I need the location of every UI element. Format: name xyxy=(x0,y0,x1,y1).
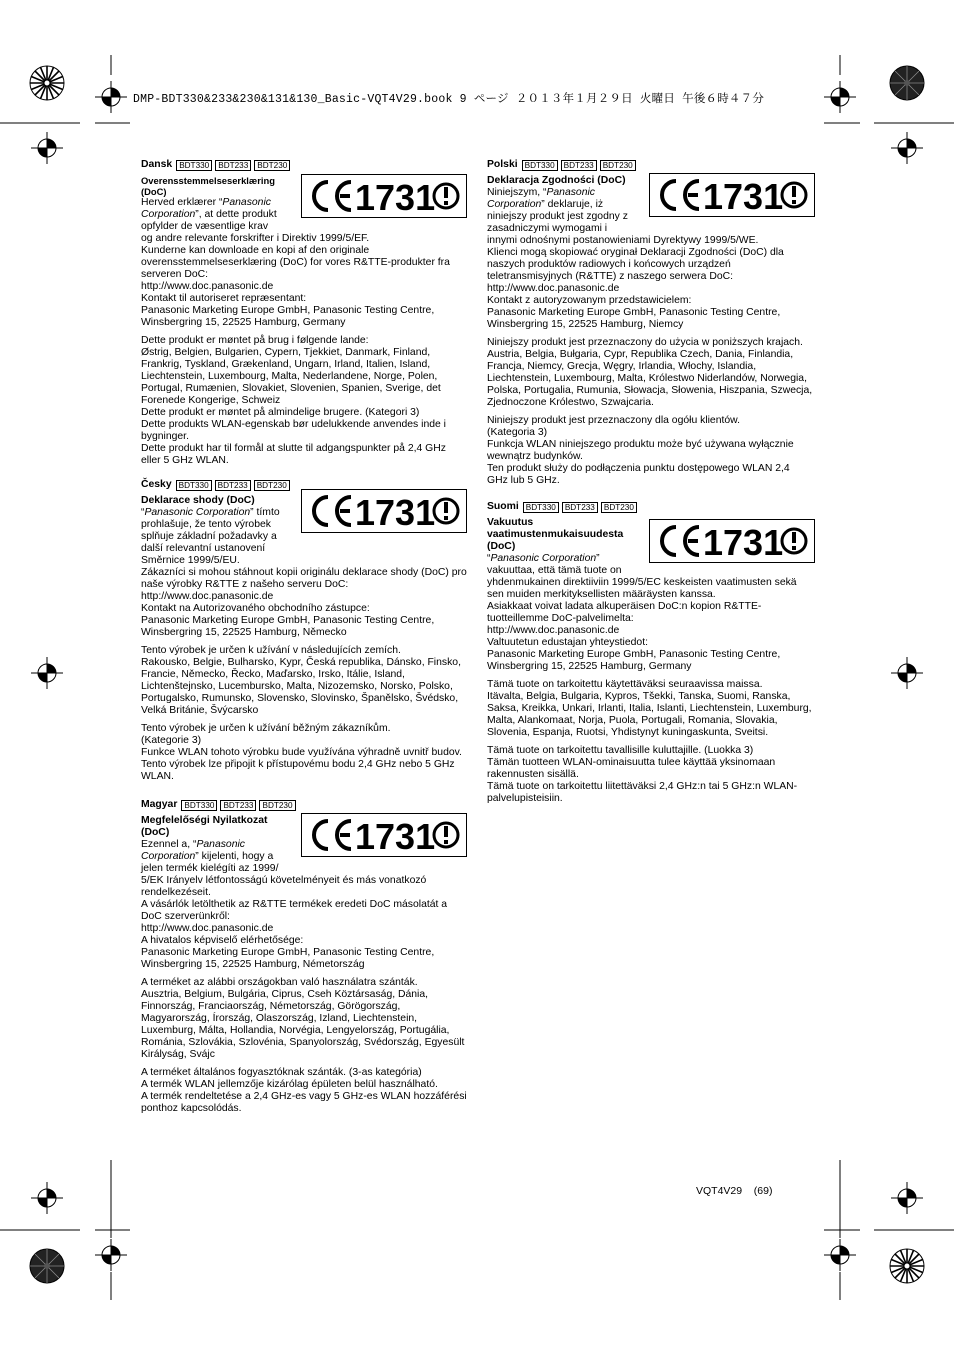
section-dansk xyxy=(141,159,467,467)
usage-text: A terméket általános fogyasztóknak szánták. (3-as kategória) A termék WLAN jellemzője kizárólag épületen belül használható. A termék rendeltetése a 2,4 GHz-es vagy 5 GHz-es WLAN hozzáférési ponthoz kapcsolódás. xyxy=(141,1067,467,1114)
doc-text: og andre relevante forskrifter i Direktiv 1999/5/EF. Kunderne kan downloade en kopi af den originale overensstemmelseserklæring (DoC) for vores R&TTE-produkter fra serveren DoC: http://www.doc.panasonic.de Kontakt til autoriseret repræsentant: Panasonic Marketing Europe GmbH, Panasonic Testing Centre, Winsbergring 15, 22525 Hamburg, Germany xyxy=(141,233,450,328)
doc-title: Vakuutus vaatimustenmukaisuudesta (DoC) xyxy=(487,517,624,552)
doc-block xyxy=(141,175,467,233)
model-badge: BDT230 xyxy=(254,480,290,491)
doc-intro: Ezennel a, “Panasonic Corporation” kijelenti, hogy a jelen termék kielégíti az 1999/ xyxy=(141,839,279,874)
countries-text: Tämä tuote on tarkoitettu käytettäväksi seuraavissa maissa. Itävalta, Belgia, Bulgaria, Kypros, Tšekki, Tanska, Suomi, Ranska, Saksa, Kreikka, Unkari, Irlanti, Italia, Islanti, Liechtenstein, Luxemburg, Malta, Alankomaat, Norja, Puola, Portugali, Romania, Slovakia, Slovenia, Espanja, Ruotsi, Yhdistynyt kuningaskunta, Sveitsi. xyxy=(487,679,812,738)
model-badge: BDT330 xyxy=(523,502,559,513)
model-badge: BDT230 xyxy=(600,160,636,171)
ce-number: 1731 xyxy=(355,816,436,854)
usage-text: Niniejszy produkt jest przeznaczony dla ogółu klientów. (Kategoria 3) Funkcja WLAN niniejszego produktu może być używana wyłącznie wewnątrz budynków. Ten produkt służy do podłączenia punktu dostępowego WLAN 2,4 GHz lub 5 GHz. xyxy=(487,415,794,486)
section-title xyxy=(487,159,813,171)
doc-intro: Niniejszym, “Panasonic Corporation” deklaruje, iż niniejszy produkt jest zgodny z zasadniczymi wymogami i xyxy=(487,187,628,234)
doc-text: innymi odnośnymi postanowieniami Dyrektywy 1999/5/WE. Klienci mogą skopiować oryginał Deklaracji Zgodności (DoC) dla naszych produktów radiowych i końcowych urządzeń teletransmisyjnych (R&TTE) z naszego serwera DoC: http://www.doc.panasonic.de Kontakt z autoryzowanym przedstawicielem: Panasonic Marketing Europe GmbH, Panasonic Testing Centre, Winsbergring 15, 22525 Hamburg, Niemcy xyxy=(487,235,784,330)
doc-block xyxy=(487,175,813,235)
section-title xyxy=(141,159,467,171)
model-badge: BDT330 xyxy=(522,160,558,171)
section-suomi xyxy=(487,501,813,805)
model-badge: BDT233 xyxy=(215,160,251,171)
doc-intro: “Panasonic Corporation” vakuuttaa, että tämä tuote on xyxy=(487,553,622,576)
ce-mark xyxy=(649,173,815,217)
countries-text: Tento výrobek je určen k užívání v následujících zemích. Rakousko, Belgie, Bulharsko, Kypr, Česká republika, Dánsko, Finsko, Francie, Německo, Řecko, Maďarsko, Irsko, Itálie, Island, Lichtenštejnsko, Lucembursko, Malta, Nizozemsko, Norsko, Polsko, Portugalsko, Rumunsko, Slovensko, Slovinsko, Španělsko, Švédsko, Velká Británie, Švýcarsko xyxy=(141,645,461,716)
language-name: Suomi xyxy=(487,501,519,512)
language-name: Česky xyxy=(141,479,172,490)
right-column xyxy=(487,159,813,815)
model-badge: BDT230 xyxy=(254,160,290,171)
ce-number: 1731 xyxy=(703,176,784,214)
ce-mark xyxy=(301,489,467,533)
usage-text: Tämä tuote on tarkoitettu tavallisille kuluttajille. (Luokka 3) Tämän tuotteen WLAN-ominaisuutta tulee käyttää yksinomaan rakennusten sisällä. Tämä tuote on tarkoitettu liitettäväksi 2,4 GHz:n tai 5 GHz:n WLAN-palvelupisteisiin. xyxy=(487,745,798,804)
language-name: Dansk xyxy=(141,159,173,170)
page-footer xyxy=(696,1185,772,1197)
ce-number: 1731 xyxy=(355,177,436,215)
book-header: DMP-BDT330&233&230&131&130_Basic-VQT4V29.book 9 ページ ２０１３年１月２９日 火曜日 午後６時４７分 xyxy=(133,93,765,106)
doc-text: 5/EK Irányelv létfontosságú követelményeit és más vonatkozó rendelkezéseit. A vásárlók letölthetik az R&TTE termékek eredeti DoC másolatát a DoC szerverünkről: http://www.doc.panasonic.de A hivatalos képviselő elérhetősége: Panasonic Marketing Europe GmbH, Panasonic Testing Centre, Winsbergring 15, 22525 Hamburg, Németország xyxy=(141,875,448,970)
ce-number: 1731 xyxy=(703,522,784,560)
section-magyar xyxy=(141,799,467,1115)
section-polski xyxy=(487,159,813,487)
ce-mark xyxy=(301,174,467,218)
doc-block xyxy=(141,815,467,875)
doc-title: Megfelelőségi Nyilatkozat (DoC) xyxy=(141,815,268,838)
section-title xyxy=(487,501,813,513)
doc-intro: “Panasonic Corporation” tímto prohlašuje, že tento výrobek splňuje základní požadavky a další relevantní ustanovení xyxy=(141,507,280,554)
model-badge: BDT330 xyxy=(176,160,212,171)
doc-title: Overensstemmelseserklæring (DoC) xyxy=(141,175,275,197)
countries-text: A terméket az alábbi országokban való használatra szánták. Ausztria, Belgium, Bulgária, Ciprus, Cseh Köztársaság, Dánia, Finnország, Franciaország, Németország, Görögország, Magyarország, Írország, Olaszország, Izland, Liechtenstein, Luxemburg, Málta, Hollandia, Norvégia, Lengyelország, Portugália, Románia, Szlovákia, Szlovénia, Spanyolország, Svédország, Egyesült Királyság, Svájc xyxy=(141,977,465,1060)
model-badge: BDT233 xyxy=(220,800,256,811)
ce-number: 1731 xyxy=(355,492,436,530)
doc-text: Směrnice 1999/5/EU. Zákazníci si mohou stáhnout kopii originálu deklarace shody (DoC) pro naše výrobky R&TTE z našeho serveru DoC: http://www.doc.panasonic.de Kontakt na Autorizovaného obchodního zástupce: Panasonic Marketing Europe GmbH, Panasonic Testing Centre, Winsbergring 15, 22525 Hamburg, Německo xyxy=(141,555,467,638)
model-badge: BDT233 xyxy=(562,502,598,513)
doc-title: Deklaracja Zgodności (DoC) xyxy=(487,175,626,186)
model-badge: BDT330 xyxy=(181,800,217,811)
section-cesky xyxy=(141,479,467,783)
doc-block xyxy=(487,517,813,577)
ce-mark xyxy=(649,519,815,563)
language-name: Magyar xyxy=(141,799,178,810)
countries-text: Dette produkt er møntet på brug i følgende lande: Østrig, Belgien, Bulgarien, Cypern, Tjekkiet, Danmark, Finland, Frankrig, Tyskland, Grækenland, Ungarn, Irland, Italien, Island, Liechtenstein, Luxembourg, Malta, Nederlandene, Norge, Polen, Portugal, Rumænien, Slovakiet, Slovenien, Spanien, Sverige, det Forenede Kongerige, Schweiz Dette produkt er møntet på almindelige brugere. (Kategori 3) Dette produkts WLAN-egenskab bør udelukkende anvendes inde i bygninger. Dette produkt har til formål at slutte til adgangspunkter på 2,4 GHz eller 5 GHz WLAN. xyxy=(141,335,446,466)
language-name: Polski xyxy=(487,159,518,170)
model-badge: BDT230 xyxy=(601,502,637,513)
countries-text: Niniejszy produkt jest przeznaczony do użycia w poniższych krajach. Austria, Belgia, Bułgaria, Cypr, Republika Czech, Dania, Finlandia, Francja, Niemcy, Grecja, Węgry, Irlandia, Włochy, Islandia, Liechtenstein, Luxembourg, Malta, Królestwo Niderlandów, Norwegia, Polska, Portugalia, Rumunia, Słowacja, Słowenia, Hiszpania, Szwecja, Zjednoczone Królestwo, Szwajcaria. xyxy=(487,337,813,408)
usage-text: Tento výrobek je určen k užívání běžným zákazníkům. (Kategorie 3) Funkce WLAN tohoto výrobku bude využívána výhradně uvnitř budov. Tento výrobek lze připojit k přístupovému bodu 2,4 GHz nebo 5 GHz WLAN. xyxy=(141,723,462,782)
section-title xyxy=(141,799,467,811)
doc-title: Deklarace shody (DoC) xyxy=(141,495,255,506)
left-column xyxy=(141,159,467,1125)
doc-text: yhdenmukainen direktiiviin 1999/5/EC keskeisten vaatimusten sekä sen muiden merkityksellisten määräysten kanssa. Asiakkaat voivat ladata alkuperäisen DoC:n kopion R&TTE-tuotteillemme DoC-palvelimelta: http://www.doc.panasonic.de Valtuutetun edustajan yhteystiedot: Panasonic Marketing Europe GmbH, Panasonic Testing Centre, Winsbergring 15, 22525 Hamburg, Germany xyxy=(487,577,797,672)
model-badge: BDT330 xyxy=(176,480,212,491)
model-badge: BDT233 xyxy=(561,160,597,171)
document-code: VQT4V29 xyxy=(696,1185,743,1197)
ce-mark xyxy=(301,813,467,857)
model-badge: BDT233 xyxy=(215,480,251,491)
page-number: (69) xyxy=(753,1185,773,1197)
model-badge: BDT230 xyxy=(259,800,295,811)
doc-intro: Herved erklærer “Panasonic Corporation”, at dette produkt opfylder de væsentlige krav xyxy=(141,197,277,232)
doc-block xyxy=(141,492,467,555)
